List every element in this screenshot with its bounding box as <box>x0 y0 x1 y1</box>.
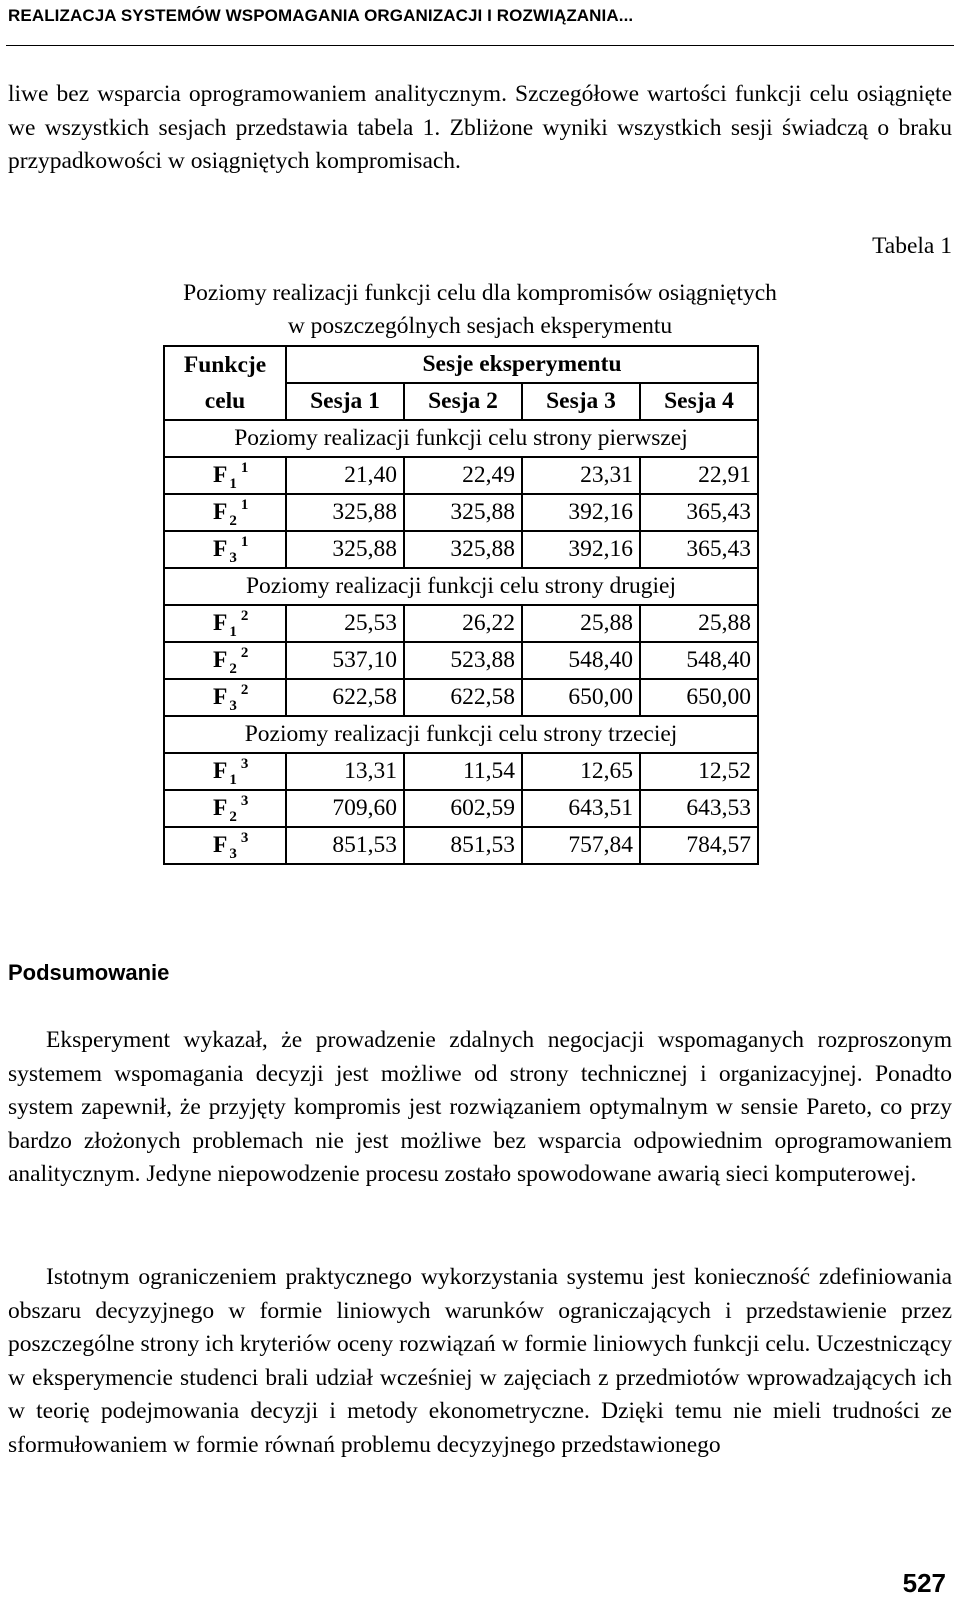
table-row <box>164 531 758 568</box>
table-row <box>164 605 758 642</box>
function-superscript: 2 <box>240 645 249 661</box>
table-cell-value: 22,49 <box>404 457 522 494</box>
table-cell-value: 622,58 <box>286 679 404 716</box>
function-label <box>164 642 286 679</box>
table-caption-line1: Poziomy realizacji funkcji celu dla kompromisów osiągniętych <box>183 280 777 306</box>
table-cell-value: 643,51 <box>522 790 640 827</box>
summary-paragraph-1: Eksperyment wykazał, że prowadzenie zdalnych negocjacji wspomaganych rozproszonym systemem wspomagania decyzji jest możliwe od strony technicznej i organizacyjnej. Ponadto system zapewnił, że przyjęty kompromis jest rozwiązaniem optymalnym w sensie Pareto, co przy bardzo złożonych problemach nie jest możliwe bez wsparcia odpowiednim oprogramowaniem analitycznym. Jedyne niepowodzenie procesu zostało spowodowane awarią sieci komputerowej. <box>8 1027 952 1187</box>
function-superscript: 1 <box>240 534 249 550</box>
table-cell-value: 392,16 <box>522 531 640 568</box>
table-cell-value: 650,00 <box>640 679 758 716</box>
function-superscript: 3 <box>240 830 249 846</box>
function-superscript: 2 <box>240 608 249 624</box>
table-row <box>164 753 758 790</box>
function-subscript: 1 <box>229 624 237 640</box>
col-header-sessions: Sesje eksperymentu <box>286 346 758 383</box>
table-cell-value: 12,65 <box>522 753 640 790</box>
table-cell-value: 25,53 <box>286 605 404 642</box>
function-superscript: 2 <box>240 682 249 698</box>
function-subscript: 3 <box>229 846 237 862</box>
table-cell-value: 784,57 <box>640 827 758 864</box>
table-row <box>164 827 758 864</box>
function-superscript: 1 <box>240 460 249 476</box>
table-group-row <box>164 568 758 605</box>
table-header-row-2 <box>164 383 758 420</box>
function-label <box>164 531 286 568</box>
function-symbol: F <box>213 499 228 525</box>
table-cell-value: 325,88 <box>286 531 404 568</box>
intro-paragraph: liwe bez wsparcia oprogramowaniem analitycznym. Szczegółowe wartości funkcji celu osiągnięte we wszystkich sesjach przedstawia tabela 1. Zbliżone wyniki wszystkich sesji świadczą o braku przypadkowości w osiągniętych kompromisach. <box>8 81 952 174</box>
table-caption-line2: w poszczególnych sesjach eksperymentu <box>287 313 673 339</box>
table-cell-value: 365,43 <box>640 494 758 531</box>
table-row <box>164 679 758 716</box>
table-cell-value: 602,59 <box>404 790 522 827</box>
table-row <box>164 457 758 494</box>
table-cell-value: 851,53 <box>404 827 522 864</box>
function-symbol: F <box>213 758 228 784</box>
table-cell-value: 392,16 <box>522 494 640 531</box>
table-row <box>164 642 758 679</box>
function-label <box>164 605 286 642</box>
table-cell-value: 709,60 <box>286 790 404 827</box>
col-header-session-2: Sesja 2 <box>404 383 522 420</box>
table-cell-value: 26,22 <box>404 605 522 642</box>
table-cell-value: 21,40 <box>286 457 404 494</box>
function-subscript: 3 <box>229 698 237 714</box>
function-subscript: 2 <box>229 661 237 677</box>
results-table <box>163 345 759 865</box>
table-cell-value: 757,84 <box>522 827 640 864</box>
table-cell-value: 11,54 <box>404 753 522 790</box>
function-label <box>164 790 286 827</box>
col-header-function-top: Funkcje <box>164 346 286 383</box>
table-cell-value: 12,52 <box>640 753 758 790</box>
table-label: Tabela 1 <box>872 233 952 259</box>
col-header-function-bottom: celu <box>164 383 286 420</box>
function-superscript: 3 <box>240 756 249 772</box>
function-label <box>164 679 286 716</box>
function-label <box>164 457 286 494</box>
col-header-session-1: Sesja 1 <box>286 383 404 420</box>
function-symbol: F <box>213 536 228 562</box>
table-cell-value: 643,53 <box>640 790 758 827</box>
function-label <box>164 827 286 864</box>
summary-heading: Podsumowanie <box>8 960 170 985</box>
function-label <box>164 494 286 531</box>
table-group-title: Poziomy realizacji funkcji celu strony trzeciej <box>164 716 758 753</box>
function-symbol: F <box>213 795 228 821</box>
col-header-session-3: Sesja 3 <box>522 383 640 420</box>
table-header-row-1 <box>164 346 758 383</box>
table-cell-value: 548,40 <box>640 642 758 679</box>
function-subscript: 1 <box>229 476 237 492</box>
table-cell-value: 22,91 <box>640 457 758 494</box>
function-superscript: 1 <box>240 497 249 513</box>
table-cell-value: 537,10 <box>286 642 404 679</box>
table-cell-value: 13,31 <box>286 753 404 790</box>
table-cell-value: 23,31 <box>522 457 640 494</box>
table-cell-value: 851,53 <box>286 827 404 864</box>
function-superscript: 3 <box>240 793 249 809</box>
table-cell-value: 622,58 <box>404 679 522 716</box>
table-cell-value: 325,88 <box>404 494 522 531</box>
running-header: REALIZACJA SYSTEMÓW WSPOMAGANIA ORGANIZACJI I ROZWIĄZANIA... <box>8 6 634 25</box>
function-symbol: F <box>213 647 228 673</box>
table-cell-value: 25,88 <box>522 605 640 642</box>
table-cell-value: 650,00 <box>522 679 640 716</box>
function-symbol: F <box>213 832 228 858</box>
function-subscript: 1 <box>229 772 237 788</box>
col-header-session-4: Sesja 4 <box>640 383 758 420</box>
table-cell-value: 325,88 <box>286 494 404 531</box>
table-row <box>164 790 758 827</box>
table-cell-value: 548,40 <box>522 642 640 679</box>
table-group-title: Poziomy realizacji funkcji celu strony pierwszej <box>164 420 758 457</box>
function-symbol: F <box>213 684 228 710</box>
table-cell-value: 523,88 <box>404 642 522 679</box>
function-symbol: F <box>213 462 228 488</box>
function-label <box>164 753 286 790</box>
function-subscript: 2 <box>229 809 237 825</box>
table-group-row <box>164 716 758 753</box>
function-subscript: 3 <box>229 550 237 566</box>
table-cell-value: 365,43 <box>640 531 758 568</box>
table-row <box>164 494 758 531</box>
table-group-title: Poziomy realizacji funkcji celu strony drugiej <box>164 568 758 605</box>
table-group-row <box>164 420 758 457</box>
table-cell-value: 325,88 <box>404 531 522 568</box>
page-number: 527 <box>902 1568 946 1598</box>
header-divider <box>6 45 954 46</box>
function-symbol: F <box>213 610 228 636</box>
function-subscript: 2 <box>229 513 237 529</box>
table-cell-value: 25,88 <box>640 605 758 642</box>
summary-paragraph-2: Istotnym ograniczeniem praktycznego wykorzystania systemu jest konieczność zdefiniowania obszaru decyzyjnego w formie liniowych warunków ograniczających i przedstawienie przez poszczególne strony ich kryteriów oceny rozwiązań w formie liniowych funkcji celu. Uczestniczący w eksperymencie studenci brali udział wcześniej w zajęciach z przedmiotów wprowadzających ich w teorię podejmowania decyzji i metody ekonometryczne. Dzięki temu nie mieli trudności ze sformułowaniem w formie równań problemu decyzyjnego przedstawionego <box>8 1264 952 1458</box>
